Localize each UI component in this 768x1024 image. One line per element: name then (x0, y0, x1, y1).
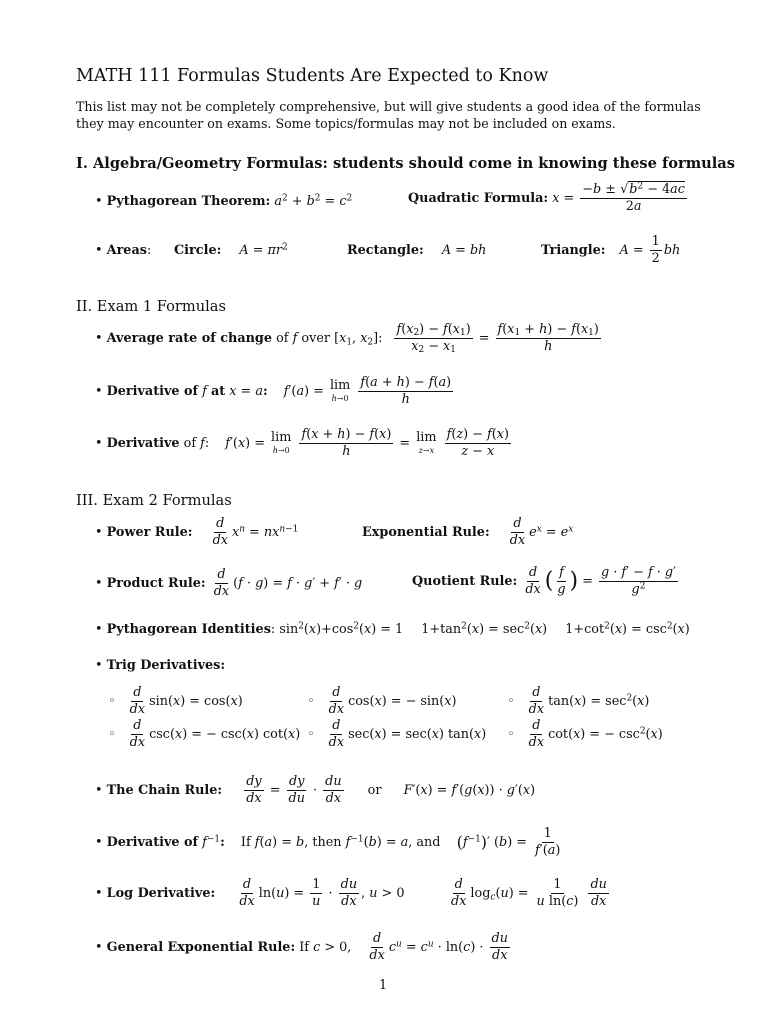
quadratic-fraction: $\frac{-b \pm √b^2 - 4ac}{2a}$ (582, 181, 685, 215)
bullet-icon: • (95, 835, 103, 851)
derivative-of-item: • Derivative of f: f′(x) = lim h→0 $\frac{f(x + h) - f(x)}{h}$ = lim z→x $\frac{f(z) - f(x)}{z - x}$ (95, 427, 509, 460)
pythagorean-theorem-label: Pythagorean Theorem: (106, 194, 271, 209)
general-exponential-item: • General Exponential Rule: If c > 0, $\frac{d}{dx}$ $c^u = c^u \cdot \ln(c)$ · $\frac{du}{dx}$ (95, 931, 508, 964)
circle-bullet-icon: ◦ (108, 694, 116, 710)
general-exponential-label: General Exponential Rule: (106, 940, 296, 956)
section-1-heading: I. Algebra/Geometry Formulas: students should come in knowing these formulas (76, 155, 735, 172)
bullet-icon: • (95, 525, 103, 541)
quotient-rule-label: Quotient Rule: (412, 574, 518, 590)
bullet-icon: • (95, 384, 103, 400)
average-rate-label: Average rate of change (106, 331, 273, 347)
section-3-heading: III. Exam 2 Formulas (76, 492, 232, 509)
circle-item: Circle: $A = \pi r^2$ (174, 242, 288, 258)
intro-line-2: they may encounter on exams. Some topics/formulas may not be included on exams. (76, 116, 616, 131)
log-base-derivative-item: $\frac{d}{dx}$ $\log_c(u)$ = $\frac{1}{\text{u ln(c)}}$ $\frac{du}{dx}$ (451, 877, 607, 910)
triangle-label: Triangle: (541, 243, 606, 259)
log-derivative-label: Log Derivative: (106, 886, 216, 902)
circle-bullet-icon: ◦ (507, 694, 515, 710)
pythagorean-formula: $a^2 + b^2 = c^2$ (274, 193, 353, 209)
pythagorean-identities-label: Pythagorean Identities (106, 622, 271, 637)
quadratic-formula-item: Quadratic Formula: x = $\frac{-b \pm √b^2 - 4ac}{2a}$ (408, 181, 685, 215)
bullet-icon: • (95, 940, 103, 956)
page-title: MATH 111 Formulas Students Are Expected to Know (76, 66, 549, 86)
derivative-at-label: Derivative of (106, 384, 199, 400)
page-number: 1 (379, 978, 388, 993)
intro-line-1: This list may not be completely comprehensive, but will give students a good idea of the formulas (76, 99, 701, 114)
bullet-icon: • (95, 243, 103, 258)
derivative-of-label: Derivative (106, 436, 180, 452)
average-rate-item: • Average rate of change of f over [$x_1$, $x_2$]: $\frac{f(x_2) - f(x_1)}{x_2 - x_1}$ = $\frac{f(x_1 + h) - f(x_1)}{h}$ (95, 322, 599, 356)
trig-sec-item: ◦ $\frac{d}{dx}$ sec(x) = sec(x) tan(x) (307, 718, 487, 751)
product-rule-item: • Product Rule: $\frac{d}{dx}$ (f · g) = f · g′ + f′ · g (95, 567, 363, 600)
exponential-rule-item: Exponential Rule: $\frac{d}{dx}$ $e^x = e^x$ (362, 516, 574, 549)
inverse-derivative-item: • Derivative of $f^{-1}$: If f(a) = b, then $f^{-1}(b) = a$, and $(f^{-1})'$ (b) = $\frac{1}{f'(a)}$ (95, 826, 561, 859)
exponential-rule-label: Exponential Rule: (362, 525, 490, 541)
circle-bullet-icon: ◦ (108, 727, 116, 743)
bullet-icon: • (95, 886, 103, 902)
bullet-icon: • (95, 658, 103, 673)
areas-label: Areas (106, 243, 147, 258)
trig-derivatives-item (95, 660, 225, 673)
trig-cot-item: ◦ $\frac{d}{dx}$ cot(x) = − $\csc^2(x)$ (507, 718, 663, 751)
log-derivative-item: • Log Derivative: $\frac{d}{dx}$ ln(u) = $\frac{1}{u}$ · $\frac{du}{dx}$ , u > 0 (95, 877, 405, 910)
bullet-icon: • (95, 622, 103, 637)
inverse-derivative-label: Derivative of (106, 835, 199, 851)
areas-item: • Areas: (95, 243, 152, 258)
circle-bullet-icon: ◦ (507, 727, 515, 743)
circle-bullet-icon: ◦ (307, 694, 315, 710)
circle-label: Circle: (174, 243, 222, 258)
trig-cos-item: ◦ $\frac{d}{dx}$ cos(x) = − sin(x) (307, 685, 457, 718)
chain-rule-label: The Chain Rule: (106, 783, 223, 799)
bullet-icon: • (95, 331, 103, 347)
trig-derivatives-label: Trig Derivatives: (106, 658, 226, 673)
chain-rule-item: • The Chain Rule: $\frac{dy}{dx}$ = $\frac{dy}{du}$ · $\frac{du}{dx}$ or F′(x) = f′(g(x)) · g′(x) (95, 774, 536, 807)
trig-sin-item: ◦ $\frac{d}{dx}$ sin(x) = cos(x) (108, 685, 243, 718)
pythagorean-identities-item: • Pythagorean Identities: $\sin^2(x)+\cos^2(x) = 1$ $1+\tan^2(x) = \sec^2(x) 1+\cot^2(x) = \csc^2(x)$ (95, 621, 690, 637)
power-rule-label: Power Rule: (106, 525, 193, 541)
bullet-icon: • (95, 194, 103, 209)
section-2-heading: II. Exam 1 Formulas (76, 298, 226, 315)
rectangle-label: Rectangle: (347, 243, 424, 258)
pythagorean-theorem-item (95, 193, 353, 209)
quadratic-formula-label: Quadratic Formula: (408, 191, 549, 207)
bullet-icon: • (95, 783, 103, 799)
circle-bullet-icon: ◦ (307, 727, 315, 743)
rectangle-item: Rectangle: A = bh (347, 243, 487, 258)
bullet-icon: • (95, 576, 103, 592)
trig-tan-item: ◦ $\frac{d}{dx}$ $\tan(x) = \sec^2(x)$ (507, 685, 650, 718)
triangle-item: Triangle: A = $\frac{1}{2}$ bh (541, 234, 681, 267)
derivative-at-item: • Derivative of f at x = a: f′(a) = lim h→0 $\frac{f(a + h) - f(a)}{h}$ (95, 375, 452, 408)
power-rule-item: • Power Rule: $\frac{d}{dx}$ $x^n = nx^{n-1}$ (95, 516, 299, 549)
bullet-icon: • (95, 436, 103, 452)
quotient-rule-item: Quotient Rule: $\frac{d}{dx}$ ( $\frac{f}{g}$ ) = $\frac{g \cdot f' - f \cdot g'}{g^2}$ (412, 565, 677, 598)
product-rule-label: Product Rule: (106, 576, 206, 592)
trig-csc-item: ◦ $\frac{d}{dx}$ csc(x) = − csc(x) cot(x) (108, 718, 301, 751)
